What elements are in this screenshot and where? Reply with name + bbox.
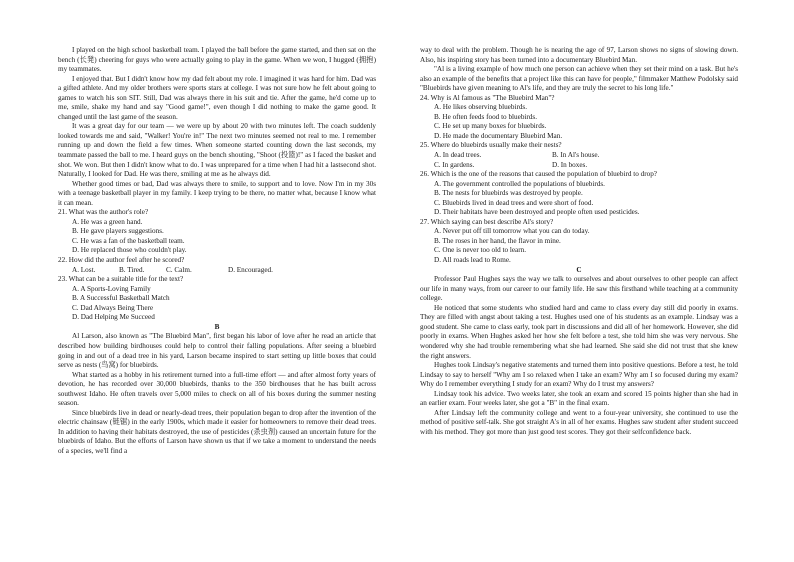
question-22 [58,256,376,275]
passage-paragraph: After Lindsay left the community college and went to a four-year university, she continued to use the method of positive self-talk. She got straight A's in all of her exams. Hughes saw student after student succeed with his method. They got more than just good test scores. They got their selfconfidence back. [420,408,738,436]
question-stem: 23. What can be a suitable title for the text? [58,275,184,284]
question-23 [58,275,376,323]
answer-option[interactable]: D. Encouraged. [228,265,273,274]
question-25 [420,141,738,170]
answer-option[interactable]: A. A Sports-Loving Family [72,284,151,293]
answer-option[interactable]: B. The nests for bluebirds was destroyed by people. [434,189,583,198]
answer-option[interactable]: A. The government controlled the populations of bluebirds. [434,179,605,188]
answer-option[interactable]: B. In Al's house. [552,151,600,160]
question-stem: 21. What was the author's role? [58,208,149,217]
passage-paragraph: Whether good times or bad, Dad was always there to smile, to support and to love. Now I'm in my 30s with a teenage basketball player in my family. I keep trying to be there, no matter what, because I know what it can mean. [58,179,376,207]
answer-option[interactable]: B. He gave players suggestions. [72,227,164,236]
answer-option[interactable]: C. In gardens. [434,160,475,169]
question-stem: 22. How did the author feel after he scored? [58,256,185,265]
passage-c [420,275,738,437]
answer-options-row [434,151,738,161]
passage-paragraph: way to deal with the problem. Though he is nearing the age of 97, Larson shows no signs of slowing down. Also, his inspiring story has been turned into a documentary Bluebird Man. [420,46,738,64]
question-stem: 24. Why is Al famous as "The Bluebird Man"? [420,93,555,102]
question-24 [420,94,738,142]
answer-option[interactable]: B. A Successful Basketball Match [72,294,170,303]
passage-paragraph: Lindsay took his advice. Two weeks later, she took an exam and scored 15 points higher than she had in an earlier exam. Four weeks later, she got a "B" in the final exam. [420,389,738,408]
passage-paragraph: I played on the high school basketball team. I played the ball before the game started, and then sat on the bench (长凳) cheering for guys who were actually going to play in the game. When we won, I hugged (拥抱) my teammates. [58,46,376,74]
answer-option[interactable]: D. In boxes. [552,160,588,169]
right-column [420,46,738,437]
answer-option[interactable]: D. He replaced those who couldn't play. [72,246,187,255]
question-21 [58,208,376,256]
passage-paragraph: Since bluebirds live in dead or nearly-dead trees, their population began to drop after the invention of the electric chainsaw (链锯) in the early 1900s, which made it easier for homeowners to remove their dead trees. In addition to having their habitats destroyed, the use of pesticides (杀虫剂) caused an uncertain future for the bluebirds of Idaho. But the efforts of Larson have shown us that if we take a moment to understand the needs of a species, we'll find a [58,408,376,455]
answer-option[interactable]: D. Dad Helping Me Succeed [72,313,155,322]
answer-option[interactable]: B. The roses in her hand, the flavor in mine. [434,236,561,245]
answer-option[interactable]: C. Calm. [166,265,192,274]
passage-paragraph: It was a great day for our team — we were up by about 20 with two minutes left. The coach suddenly looked towards me and said, "Walker! You're in!" The next two minutes seemed not real to me. I remember running up and down the field a few times. When someone started counting down the last seconds, my teammate passed the ball to me. I heard guys on the bench shouting, "Shoot (投篮)!" as I faced the basket and shot. We won. But then I didn't know what to do. I was unprepared for a time when I had hit a lastsecond shot. Naturally, I looked for Dad. He was there, smiling at me as he always did. [58,122,376,179]
answer-option[interactable]: C. He was a fan of the basketball team. [72,236,185,245]
passage-paragraph: Hughes took Lindsay's negative statements and turned them into positive questions. Before a test, he told Lindsay to say to herself "Why am I so relaxed when I take an exam? Why am I so focused during my exam? Why do I remember everything I study for an exam? Why do I trust my answers? [420,361,738,389]
passage-paragraph: What started as a hobby in his retirement turned into a full-time effort — and after almost forty years of devotion, he has recorded over 30,000 bluebirds, thanks to the 350 birdhouses that he has built across southwest Idaho. He often travels over 5,000 miles to check on all of his boxes during the summer nesting season. [58,370,376,408]
section-heading-b: B [214,322,220,331]
answer-option[interactable]: C. Dad Always Being There [72,303,154,312]
answer-option[interactable]: A. Never put off till tomorrow what you can do today. [434,227,590,236]
passage-paragraph: Al Larson, also known as "The Bluebird Man", first began his labor of love after he read an article that described how building birdhouses could help to control their falling populations. After seeing a bluebird going in and out of a dead tree in his yard, Larson became inspired to start setting up little boxes that could serve as nests (鸟窝) for bluebirds. [58,332,376,370]
answer-option[interactable]: B. He often feeds food to bluebirds. [434,112,537,121]
answer-option[interactable]: B. Tired. [119,265,145,274]
answer-options-row [72,266,376,276]
question-27 [420,218,738,266]
answer-option[interactable]: C. One is never too old to learn. [434,246,527,255]
answer-option[interactable]: A. In dead trees. [434,151,482,160]
passage-b [58,332,376,456]
answer-option[interactable]: C. He set up many boxes for bluebirds. [434,122,547,131]
passage-paragraph: Professor Paul Hughes says the way we talk to ourselves and about ourselves to other people can affect our life in many ways, from our career to our family life. He saw this firsthand while teaching at a community college. [420,275,738,303]
answer-option[interactable]: D. Their habitats have been destroyed and people often used pesticides. [434,208,640,217]
question-26 [420,170,738,218]
passage-b-continued [420,46,738,94]
answer-option[interactable]: C. Bluebirds lived in dead trees and were short of food. [434,198,594,207]
question-stem: 25. Where do bluebirds usually make their nests? [420,141,562,150]
answer-option[interactable]: D. He made the documentary Bluebird Man. [434,131,563,140]
answer-option[interactable]: D. All roads lead to Rome. [434,256,511,265]
left-column [58,46,376,457]
question-stem: 27. Which saying can best describe Al's story? [420,217,554,226]
answer-option[interactable]: A. He was a green hand. [72,217,143,226]
question-stem: 26. Which is the one of the reasons that caused the population of bluebird to drop? [420,170,657,179]
passage-paragraph: I enjoyed that. But I didn't know how my dad felt about my role. I imagined it was hard for him. Dad was a gifted athlete. And my older brothers were sports stars at college. I was not sure how he felt about going to games to watch his son SIT. Still, Dad was always there in his suit and tie. After the game, he'd come up to me, smile, shake my hand and say "Good game!", even though I did nothing to make the game good. It changed until the last game of the season. [58,74,376,121]
answer-option[interactable]: A. Lost. [72,265,96,274]
section-heading-c: C [576,265,582,274]
answer-option[interactable]: A. He likes observing bluebirds. [434,103,528,112]
passage-a [58,46,376,208]
passage-paragraph: He noticed that some students who studied hard and came to class every day still did poorly in exams. They are filled with angst about taking a test. Hughes used one of his students as an example. Lindsay was a good student. She came to class early, took part in discussions and did all of her homework. However, she did poorly in exams. When Hughes asked her how she felt before a test, she told him she was very nervous. She wondered why she had trouble remembering what she had learned. She said she did not trust that she knew the right answers. [420,303,738,360]
answer-options-row [434,161,738,171]
passage-paragraph: "Al is a living example of how much one person can achieve when they set their mind on a task. But he's also an example of the benefits that a project like this can have for people," filmmaker Matthew Podolsky said "Bluebirds have given meaning to Al's life, and they are truly the secret to his long life." [420,65,738,93]
